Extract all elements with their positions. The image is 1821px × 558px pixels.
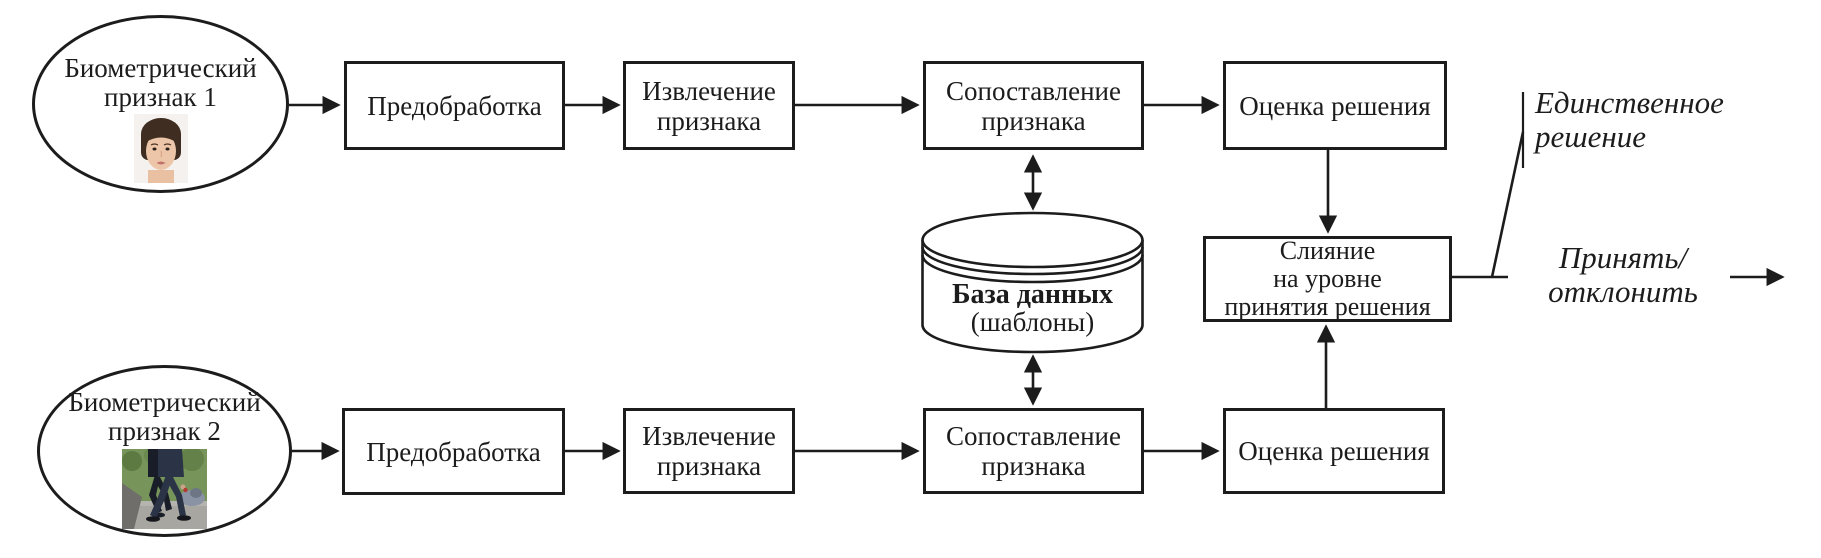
box-score-2: Оценка решения [1223,408,1445,494]
callout-slant-line [1492,132,1523,277]
gait-photo [122,449,207,529]
database-label [922,281,1143,335]
box-score-1: Оценка решения [1223,61,1447,150]
box-extract-1: Извлечение признака [623,61,795,150]
database-title: База данных [951,279,1114,310]
single-decision-label: Единственное решение [1535,85,1724,154]
accept-reject-label: Принять/ отклонить [1548,240,1698,309]
box-match-2: Сопоставление признака [923,408,1144,494]
box-extract-2: Извлечение признака [623,408,795,494]
face-photo [134,114,188,183]
database-subtitle: (шаблоны) [970,307,1095,337]
source2-label: Биометрический признак 2 [68,387,261,446]
source-ellipse-biometric-1 [32,15,289,193]
cylinder-top [923,213,1143,267]
box-fusion-decision-level: Слияние на уровне принятия решения [1203,236,1452,322]
source1-label: Биометрический признак 1 [64,53,257,112]
box-preprocess-1: Предобработка [344,61,565,150]
box-preprocess-2: Предобработка [342,408,565,495]
box-match-1: Сопоставление признака [923,61,1144,150]
source-ellipse-biometric-2 [37,365,292,537]
